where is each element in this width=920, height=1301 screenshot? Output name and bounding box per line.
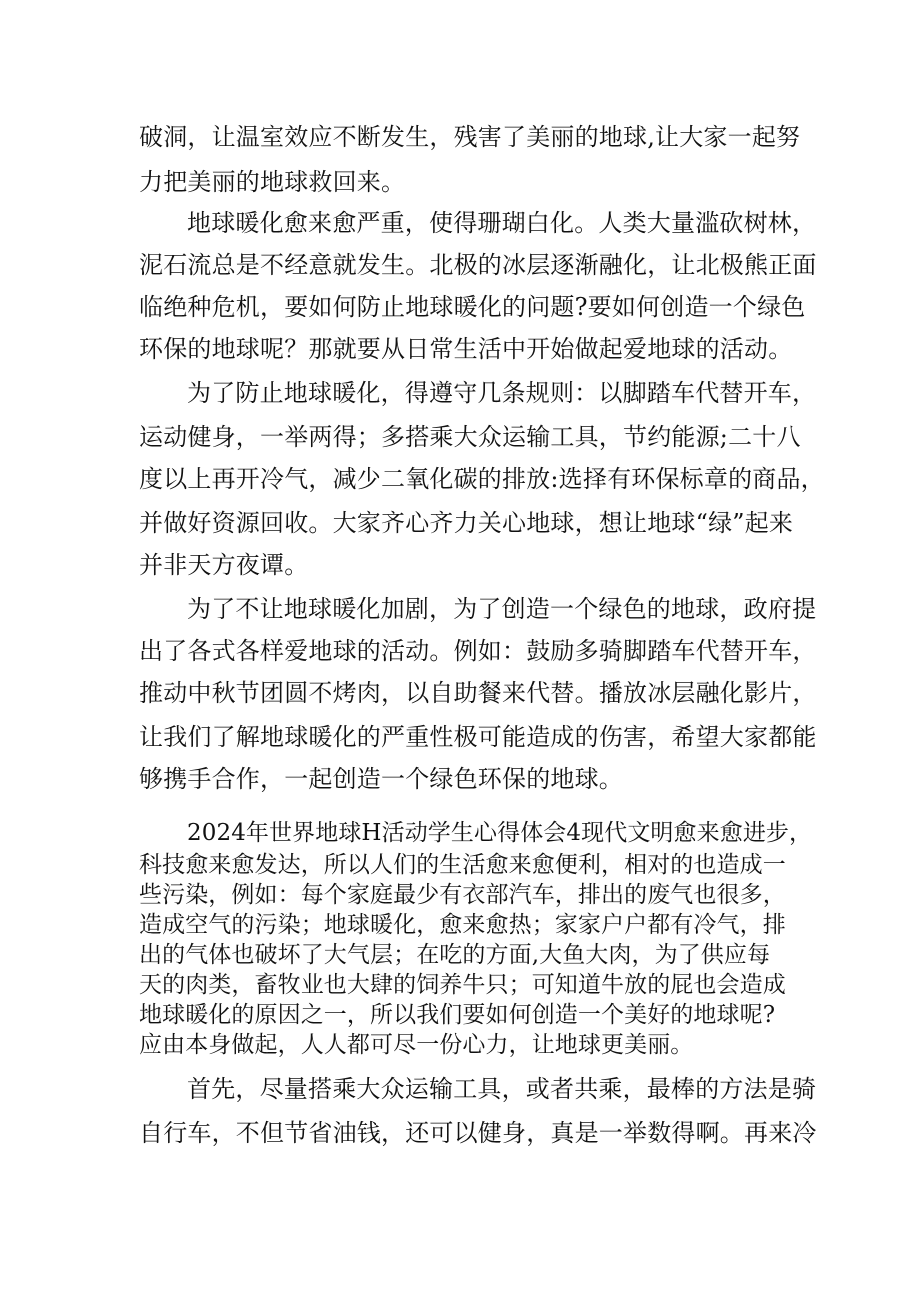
text-line: 破洞，让温室效应不断发生，残害了美丽的地球,让大家一起努 [139, 123, 801, 151]
text-line: 力把美丽的地球救回来。 [139, 168, 406, 196]
text-line: 度以上再开冷气，减少二氧化碳的排放:选择有环保标章的商品， [139, 465, 825, 493]
text-line: 自行车，不但节省油钱，还可以健身，真是一举数得啊。再来冷 [139, 1119, 817, 1147]
text-line: 为了不让地球暖化加剧，为了创造一个绿色的地球，政府提 [187, 595, 817, 623]
text-line: 泥石流总是不经意就发生。北极的冰层逐渐融化，让北极熊正面 [139, 251, 817, 279]
text-line: 些污染，例如：每个家庭最少有衣部汽车，排出的废气也很多， [139, 882, 786, 908]
text-line: 造成空气的污染；地球暖化，愈来愈热；家家户户都有冷气，排 [139, 912, 786, 938]
text-line: 让我们了解地球暖化的严重性极可能造成的伤害，希望大家都能 [139, 723, 817, 751]
text-line: 环保的地球呢？那就要从日常生活中开始做起爱地球的活动。 [139, 335, 793, 363]
text-line: 临绝种危机，要如何防止地球暖化的问题?要如何创造一个绿色 [139, 293, 806, 321]
text-line: 地球暖化愈来愈严重，使得珊瑚白化。人类大量滥砍树林， [187, 209, 817, 237]
text-line: 科技愈来愈发达，所以人们的生活愈来愈便利，相对的也造成一 [139, 852, 786, 878]
text-line: 出的气体也破坏了大气层；在吃的方面,大鱼大肉，为了供应每 [139, 942, 771, 968]
text-line: 并非天方夜谭。 [139, 551, 309, 579]
text-line: 并做好资源回收。大家齐心齐力关心地球，想让地球“绿”起来 [139, 509, 794, 537]
text-line: 为了防止地球暖化，得遵守几条规则：以脚踏车代替开车， [187, 379, 817, 407]
text-line: 天的肉类，畜牧业也大肆的饲养牛只；可知道牛放的屁也会造成 [139, 972, 786, 998]
text-line: 应由本身做起，人人都可尽一份心力，让地球更美丽。 [139, 1032, 694, 1058]
text-line: 推动中秋节团圆不烤肉，以自助餐来代替。播放冰层融化影片， [139, 679, 817, 707]
text-line: 2024年世界地球H活动学生心得体会4现代文明愈来愈进步， [187, 820, 813, 846]
text-line: 够携手合作，一起创造一个绿色环保的地球。 [139, 765, 623, 793]
text-line: 首先，尽量搭乘大众运输工具，或者共乘，最棒的方法是骑 [187, 1075, 817, 1103]
text-line: 出了各式各样爱地球的活动。例如：鼓励多骑脚踏车代替开车， [139, 637, 817, 665]
text-line: 运动健身，一举两得；多搭乘大众运输工具，节约能源;二十八 [139, 423, 801, 451]
text-line: 地球暖化的原因之一，所以我们要如何创造一个美好的地球呢? [139, 1002, 776, 1028]
